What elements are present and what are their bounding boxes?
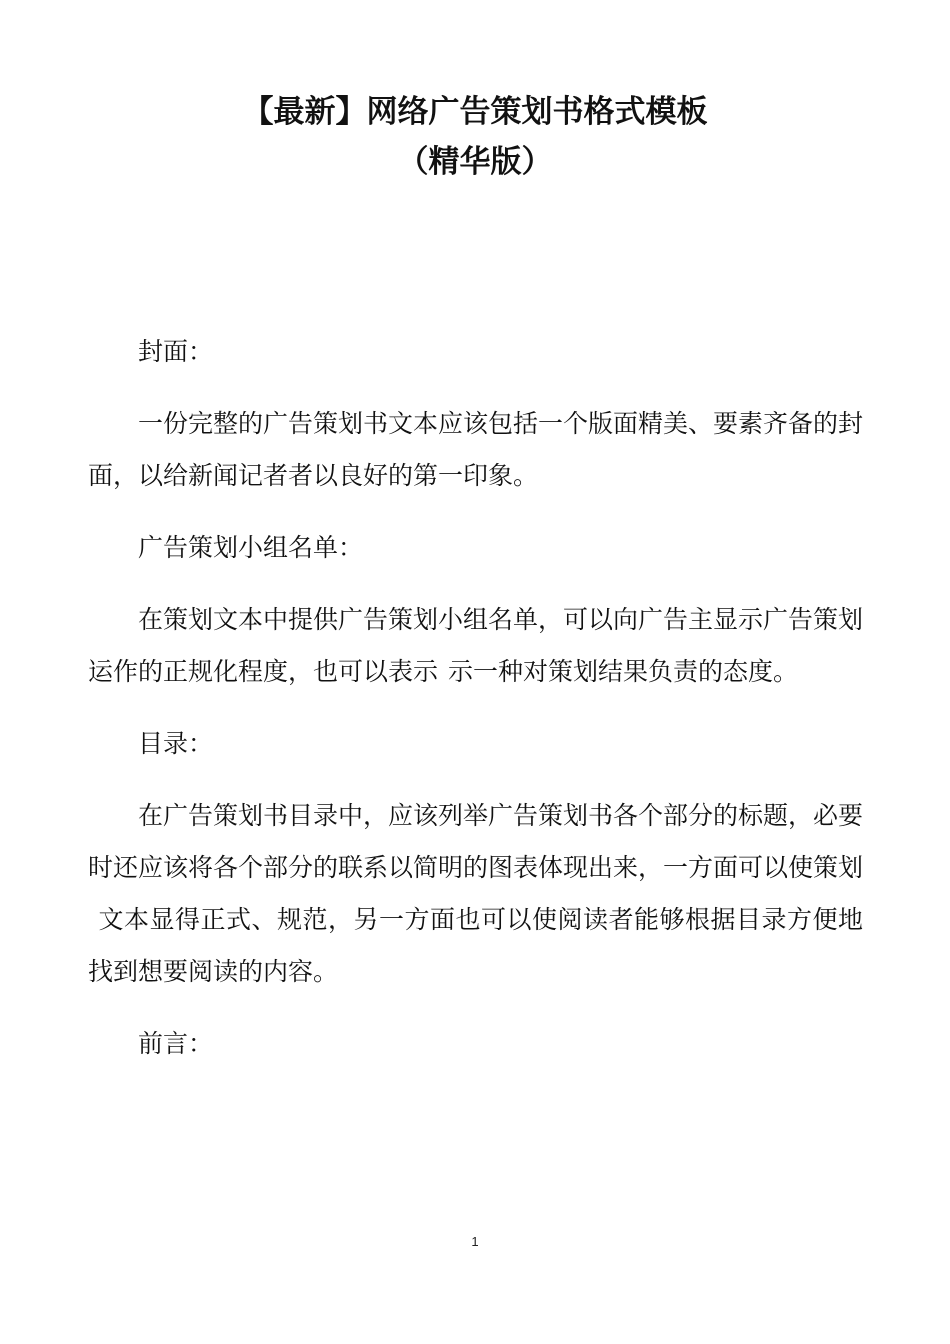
section-text-toc-part-a: 在广告策划书目录中，应该列举广告策划书各个部分的标题，必要时还应该将各个部分的联系以简明的图表体现出来，一方面可以使策划 bbox=[88, 801, 864, 882]
section-heading-team: 广告策划小组名单： bbox=[138, 533, 364, 562]
section-text-team-part-a: 在策划文本中提供广告策划小组名单，可以向广告主显示广告策划运作的正规化程度，也可以表示 bbox=[88, 605, 864, 686]
section-heading-toc: 目录： bbox=[138, 729, 214, 758]
document-title bbox=[0, 88, 950, 186]
title-main: 【最新】网络广告策划书格式模板 bbox=[242, 94, 708, 130]
section-heading-cover: 封面： bbox=[138, 337, 214, 366]
section-text-toc-part-b: 文本显得正式、规范，另一方面也可以使阅读者能够根据目录方便地找到想要阅读的内容。 bbox=[88, 905, 863, 986]
section-text-cover: 一份完整的广告策划书文本应该包括一个版面精美、要素齐备的封面，以给新闻记者者以良好的第一印象。 bbox=[88, 409, 864, 490]
title-subtitle: （精华版） bbox=[397, 144, 553, 180]
section-heading-preface: 前言： bbox=[138, 1029, 214, 1058]
page-number: 1 bbox=[471, 1234, 479, 1249]
section-text-team bbox=[88, 594, 863, 698]
section-text-team-part-b: 示一种对策划结果负责的态度。 bbox=[448, 657, 799, 686]
section-text-toc bbox=[88, 790, 863, 998]
document-body bbox=[88, 326, 863, 1090]
